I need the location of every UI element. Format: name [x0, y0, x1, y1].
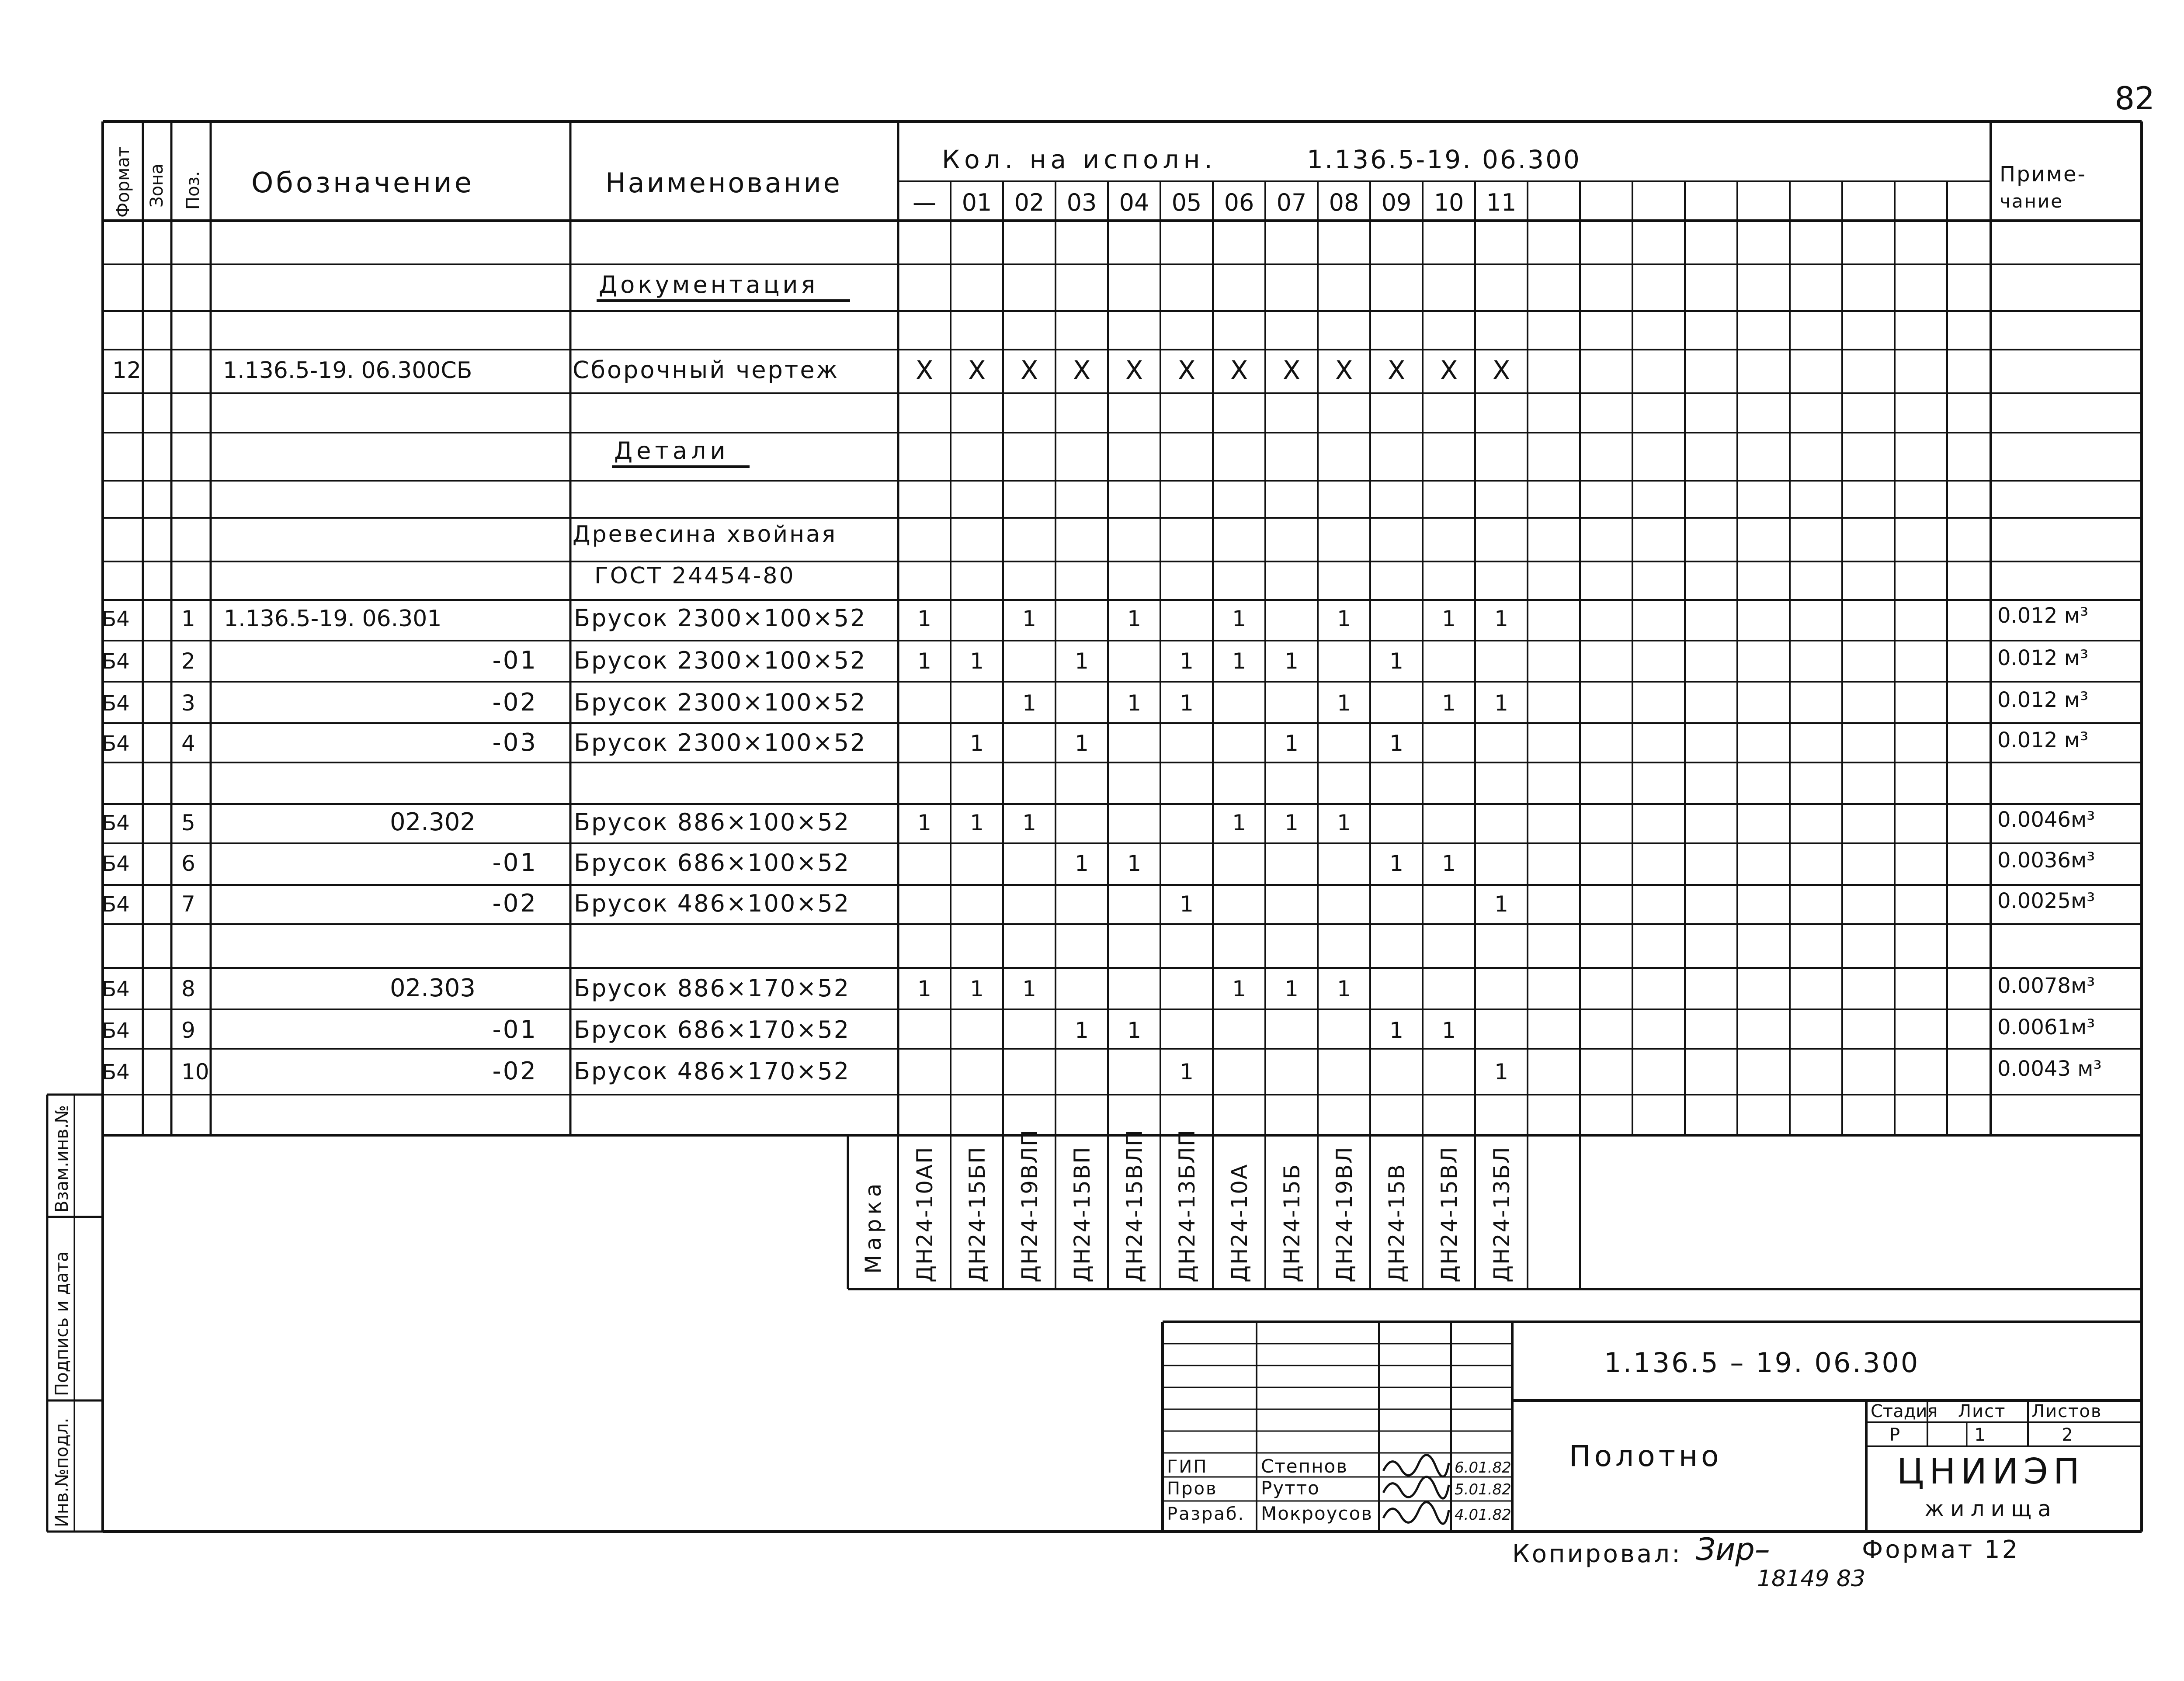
row-format: Б4 — [102, 607, 130, 631]
row-note: 0.0078м³ — [1997, 974, 2095, 998]
row-pos: 5 — [181, 810, 195, 835]
row-designation: 02.302 — [390, 808, 476, 836]
tb-sheet-label: Лист — [1958, 1401, 2006, 1421]
detail-rows — [102, 603, 2101, 1085]
variant-label: 01 — [962, 189, 992, 216]
row-qty: 1 — [1075, 731, 1089, 756]
row-name: Брусок 2300×100×52 — [574, 604, 867, 632]
row-designation: -01 — [492, 646, 538, 675]
row-qty: 1 — [1442, 690, 1456, 716]
row-note: 0.0046м³ — [1997, 808, 2095, 832]
assembly-mark: X — [1492, 355, 1510, 386]
tb-date: 5.01.82 — [1455, 1481, 1511, 1498]
row-qty: 1 — [1337, 976, 1351, 1002]
row-qty: 1 — [1180, 1059, 1194, 1085]
header-note-2: чание — [2000, 191, 2064, 212]
row-qty: 1 — [1285, 731, 1299, 756]
tb-people — [1167, 1455, 1511, 1524]
tb-sheet: 1 — [1974, 1425, 1986, 1445]
row-pos: 10 — [181, 1059, 209, 1085]
header-designation: Обозначение — [251, 167, 475, 199]
header-format: Формат — [113, 146, 133, 218]
row-pos: 3 — [181, 690, 195, 716]
row-qty: 1 — [1494, 606, 1508, 631]
tb-stage: Р — [1889, 1425, 1900, 1445]
row-qty: 1 — [1022, 606, 1036, 631]
row-qty: 1 — [1442, 851, 1456, 876]
row-qty: 1 — [1075, 1018, 1089, 1043]
tb-doc-code: 1.136.5 – 19. 06.300 — [1604, 1347, 1920, 1379]
marka-item: ДН24-15ВЛП — [1122, 1129, 1147, 1282]
row-designation: 02.303 — [390, 974, 476, 1002]
row-format: Б4 — [102, 691, 130, 716]
row-pos: 4 — [181, 731, 195, 756]
variant-label: 11 — [1486, 189, 1517, 216]
page-number: 82 — [2115, 80, 2155, 117]
tb-date: 6.01.82 — [1455, 1459, 1511, 1477]
footer-copied-number: 18149 83 — [1757, 1566, 1866, 1592]
row-pos: 1 — [181, 606, 195, 631]
marka-item: ДН24-15БП — [965, 1146, 990, 1282]
row-qty: 1 — [1127, 1018, 1141, 1043]
side-label: Взам.инв.№ — [52, 1105, 72, 1213]
tb-person-row — [1167, 1455, 1511, 1477]
tb-signature — [1383, 1455, 1449, 1477]
variant-label: 06 — [1224, 189, 1254, 216]
footer-copied-signature: Зир– — [1696, 1532, 1770, 1567]
marka-item: ДН24-19ВЛП — [1017, 1129, 1042, 1282]
assembly-mark: X — [1282, 355, 1301, 386]
title-block-texts — [1167, 1347, 2102, 1524]
detail-row — [102, 974, 2095, 1002]
marka-item: ДН24-10А — [1227, 1163, 1252, 1282]
header-note-1: Приме- — [2000, 162, 2087, 187]
row-qty: 1 — [1180, 648, 1194, 674]
row-qty: 1 — [1285, 810, 1299, 835]
row-qty: 1 — [917, 976, 931, 1002]
row-qty: 1 — [1494, 1059, 1508, 1085]
row-format: Б4 — [102, 811, 130, 835]
row-pos: 9 — [181, 1018, 195, 1043]
header-qty-title: Кол. на исполн. — [942, 145, 1217, 174]
detail-row — [102, 808, 2095, 836]
row-designation: -01 — [492, 1016, 538, 1044]
marka-item: ДН24-15ВП — [1069, 1146, 1095, 1282]
row-qty: 1 — [917, 648, 931, 674]
row-name: Брусок 2300×100×52 — [574, 689, 867, 716]
row-qty: 1 — [1127, 690, 1141, 716]
row-pos: 2 — [181, 648, 195, 674]
row-qty: 1 — [1232, 606, 1246, 631]
row-qty: 1 — [1389, 851, 1403, 876]
row-note: 0.0043 м³ — [1997, 1057, 2102, 1081]
variant-label: 08 — [1329, 189, 1359, 216]
row-designation: -01 — [492, 849, 538, 877]
row-format: Б4 — [102, 1060, 130, 1085]
assembly-mark: X — [1125, 355, 1143, 386]
marka-item: ДН24-10АП — [912, 1146, 937, 1282]
tb-signature — [1383, 1477, 1449, 1498]
row-qty: 1 — [1075, 648, 1089, 674]
tb-person-row — [1167, 1502, 1511, 1524]
row-format: Б4 — [102, 649, 130, 674]
row-pos: 6 — [181, 851, 195, 876]
side-label: Инв.№подл. — [52, 1418, 72, 1527]
variant-label: 10 — [1434, 189, 1464, 216]
row-qty: 1 — [1232, 810, 1246, 835]
row-qty: 1 — [1022, 976, 1036, 1002]
row-name: Брусок 886×170×52 — [574, 974, 851, 1002]
row-qty: 1 — [1442, 606, 1456, 631]
variant-label: — — [913, 189, 936, 216]
section-details: Детали — [614, 437, 729, 464]
detail-row — [102, 1057, 2101, 1085]
tb-role: ГИП — [1167, 1457, 1208, 1477]
tb-title: Полотно — [1569, 1439, 1722, 1473]
row-qty: 1 — [1127, 606, 1141, 631]
assembly-mark: X — [1440, 355, 1458, 386]
row-qty: 1 — [970, 731, 984, 756]
marka-item: ДН24-15Б — [1279, 1163, 1305, 1282]
row-name: Брусок 886×100×52 — [574, 808, 851, 836]
material-line-2: ГОСТ 24454-80 — [594, 563, 795, 589]
detail-row — [102, 848, 2095, 877]
row-qty: 1 — [1337, 690, 1351, 716]
assembly-mark: X — [1387, 355, 1406, 386]
variant-label: 07 — [1276, 189, 1307, 216]
header-pos: Поз. — [183, 171, 203, 210]
tb-date: 4.01.82 — [1455, 1506, 1511, 1524]
row-format: Б4 — [102, 852, 130, 876]
tb-name: Рутто — [1261, 1477, 1320, 1499]
row-qty: 1 — [1285, 648, 1299, 674]
row-name: Брусок 686×170×52 — [574, 1016, 851, 1043]
header-name: Наименование — [605, 167, 842, 199]
row-note: 0.012 м³ — [1997, 603, 2089, 628]
marka-item: ДН24-13БЛ — [1489, 1146, 1514, 1282]
row-pos: 7 — [181, 891, 195, 917]
assembly-mark: X — [1177, 355, 1196, 386]
row-qty: 1 — [1180, 690, 1194, 716]
tb-signature — [1383, 1502, 1449, 1524]
row-name: Брусок 486×170×52 — [574, 1057, 851, 1085]
row-qty: 1 — [1494, 891, 1508, 917]
detail-row — [102, 889, 2095, 918]
header-zone: Зона — [147, 163, 167, 208]
row-qty: 1 — [1337, 810, 1351, 835]
row-qty: 1 — [970, 648, 984, 674]
row-note: 0.0036м³ — [1997, 848, 2095, 873]
tb-sheets-label: Листов — [2031, 1401, 2102, 1421]
section-documentation: Документация — [599, 271, 818, 298]
row-designation: -03 — [492, 728, 538, 757]
tb-role: Пров — [1167, 1479, 1218, 1499]
variant-label: 05 — [1171, 189, 1202, 216]
tb-stage-label: Стадия — [1871, 1401, 1938, 1421]
row-name: Брусок 486×100×52 — [574, 890, 851, 917]
row-qty: 1 — [1127, 851, 1141, 876]
tb-person-row — [1167, 1477, 1511, 1499]
assembly-designation: 1.136.5-19. 06.300СБ — [223, 357, 472, 384]
row-qty: 1 — [917, 606, 931, 631]
row-qty: 1 — [1022, 690, 1036, 716]
assembly-mark: X — [1230, 355, 1248, 386]
row-qty: 1 — [1337, 606, 1351, 631]
row-qty: 1 — [1389, 648, 1403, 674]
row-note: 0.012 м³ — [1997, 728, 2089, 752]
footer-format: Формат 12 — [1862, 1535, 2020, 1564]
assembly-mark: X — [1020, 355, 1038, 386]
row-qty: 1 — [970, 810, 984, 835]
tb-name: Мокроусов — [1261, 1503, 1373, 1524]
footer-copied: Копировал: — [1512, 1540, 1682, 1568]
header-doc-code: 1.136.5-19. 06.300 — [1307, 145, 1581, 174]
row-designation: -02 — [492, 1057, 538, 1085]
material-line-1: Древесина хвойная — [573, 521, 837, 548]
tb-role: Разраб. — [1167, 1504, 1245, 1524]
row-name: Брусок 2300×100×52 — [574, 729, 867, 756]
assembly-row — [112, 355, 1510, 386]
marka-item: ДН24-13БЛП — [1174, 1129, 1200, 1282]
row-pos: 8 — [181, 976, 195, 1002]
detail-row — [102, 1015, 2095, 1044]
row-qty: 1 — [1232, 648, 1246, 674]
row-qty: 1 — [1232, 976, 1246, 1002]
row-qty: 1 — [1494, 690, 1508, 716]
tb-name: Степнов — [1261, 1456, 1348, 1477]
marka-label: Марка — [861, 1179, 886, 1274]
variant-label: 09 — [1381, 189, 1412, 216]
assembly-format: 12 — [112, 357, 142, 384]
row-format: Б4 — [102, 977, 130, 1002]
tb-org-1: ЦНИИЭП — [1897, 1451, 2085, 1492]
footer — [1512, 1532, 2020, 1592]
row-qty: 1 — [1389, 1018, 1403, 1043]
side-label: Подпись и дата — [52, 1251, 72, 1396]
row-note: 0.012 м³ — [1997, 688, 2089, 712]
assembly-mark: X — [915, 355, 934, 386]
assembly-name: Сборочный чертеж — [573, 356, 840, 384]
row-name: Брусок 686×100×52 — [574, 849, 851, 877]
row-designation: -02 — [492, 688, 538, 717]
variant-label: 04 — [1119, 189, 1149, 216]
row-qty: 1 — [1022, 810, 1036, 835]
side-labels — [47, 1095, 103, 1532]
assembly-mark: X — [1073, 355, 1091, 386]
row-note: 0.0061м³ — [1997, 1015, 2095, 1040]
row-name: Брусок 2300×100×52 — [574, 647, 867, 674]
row-qty: 1 — [1389, 731, 1403, 756]
row-format: Б4 — [102, 892, 130, 917]
row-designation: -02 — [492, 889, 538, 918]
tb-sheets: 2 — [2062, 1425, 2073, 1445]
assembly-mark: X — [968, 355, 986, 386]
row-designation: 1.136.5-19. 06.301 — [224, 606, 442, 632]
tb-org-2: жилища — [1924, 1496, 2057, 1522]
marka-item: ДН24-19ВЛ — [1332, 1146, 1357, 1282]
row-note: 0.0025м³ — [1997, 889, 2095, 913]
row-qty: 1 — [917, 810, 931, 835]
row-qty: 1 — [1075, 851, 1089, 876]
variant-label: 02 — [1014, 189, 1045, 216]
marka-section — [861, 1129, 1514, 1282]
row-qty: 1 — [1180, 891, 1194, 917]
marka-item: ДН24-15ВЛ — [1437, 1146, 1462, 1282]
row-format: Б4 — [102, 731, 130, 756]
row-qty: 1 — [1285, 976, 1299, 1002]
marka-item: ДН24-15В — [1384, 1163, 1410, 1282]
row-qty: 1 — [1442, 1018, 1456, 1043]
row-format: Б4 — [102, 1019, 130, 1043]
row-note: 0.012 м³ — [1997, 646, 2089, 670]
row-qty: 1 — [970, 976, 984, 1002]
assembly-mark: X — [1335, 355, 1353, 386]
variant-label: 03 — [1066, 189, 1097, 216]
